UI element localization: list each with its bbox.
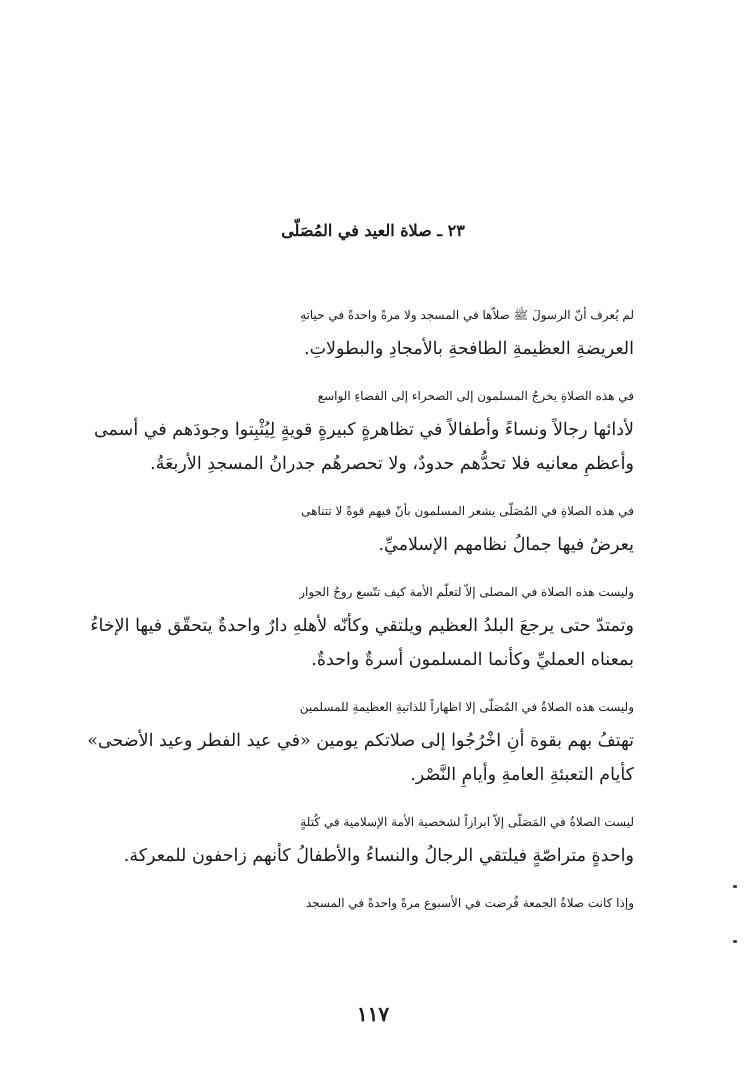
paragraph-line: لأدائها رجالاً ونساءً وأطفالاً في تظاهرةٍ كبيرةٍ قويةٍ لِيُثْبِتوا وجودَهم في أسمى — [93, 420, 634, 440]
paragraph-line: تهتفُ بهم بقوة أنِ اخْرُجُوا إلى صلاتكم يومين «في عيد الفطر وعيد الأضحى» — [87, 731, 634, 751]
paragraph-line: العريضةِ العظيمةِ الطافحةِ بالأمجادِ والبطولاتِ. — [304, 339, 634, 359]
chapter-title: ٢٣ ـ صلاة العيد في المُصَلّى — [281, 220, 465, 240]
paragraph-line: ليست الصلاةُ في المَصَلّى إلاّ ابرازاً لشخصية الأمة الإسلامية في كُتلةٍ — [300, 815, 634, 829]
body-text — [68, 298, 658, 933]
paragraph-line: وأعظمِ معانيه فلا تحدُّهم حدودٌ، ولا تحصرهُم جدرانُ المسجدِ الأربعَةُ. — [150, 454, 634, 474]
paragraph-line: في هذه الصلاةِ في المُصَلّى يشعر المسلمون بأنّ فيهم قوةً لا تتناهى — [301, 504, 634, 518]
paragraph-2 — [68, 379, 658, 481]
paragraph-1 — [68, 298, 658, 366]
page-number: ١١٧ — [356, 1002, 390, 1026]
paragraph-7 — [68, 886, 658, 920]
paragraph-6 — [68, 805, 658, 873]
margin-mark — [733, 885, 737, 888]
paragraph-5 — [68, 690, 658, 792]
paragraph-line: يعرضُ فيها جمالُ نظامهم الإسلاميِّ. — [378, 535, 634, 555]
paragraph-line: كأيام التعبئةِ العامةِ وأيامِ النَّصْر. — [410, 765, 634, 785]
paragraph-line: في هذه الصلاةِ يخرجُ المسلمون إلى الصحراء إلى الفضاءِ الواسع — [317, 389, 634, 403]
paragraph-3 — [68, 494, 658, 562]
paragraph-line: واحدةٍ متراصّةٍ فيلتقي الرجالُ والنساءُ والأطفالُ كأنهم زاحفون للمعركة. — [123, 846, 634, 866]
margin-mark — [733, 940, 737, 943]
paragraph-line: وإذا كانت صلاةُ الجمعة فُرضت في الأسبوع مرةً واحدةً في المسجد — [305, 896, 634, 910]
paragraph-line: وتمتدّ حتى يرجعَ البلدُ العظيم ويلتقي وكأنّه لأهلهِ دارٌ واحدةٌ يتحقّق فيها الإخاءُ — [90, 616, 634, 636]
paragraph-line: بمعناه العمليِّ وكأنما المسلمون أسرةٌ واحدةٌ. — [311, 650, 634, 670]
paragraph-line: وليست هذه الصلاة في المصلى إلاّ لتعلّم الأمة كيف تتّسع روحُ الجوار — [299, 585, 634, 599]
paragraph-4 — [68, 575, 658, 677]
paragraph-line: لم يُعرف أنّ الرسولَ ﷺ صلاّها في المسجد ولا مرةً واحدةً في حياتهِ — [300, 308, 634, 322]
paragraph-line: وليست هذه الصلاةُ في المُصَلّى إلا اظهاراً للذاتيةِ العظيمةِ للمسلمين — [299, 700, 634, 714]
